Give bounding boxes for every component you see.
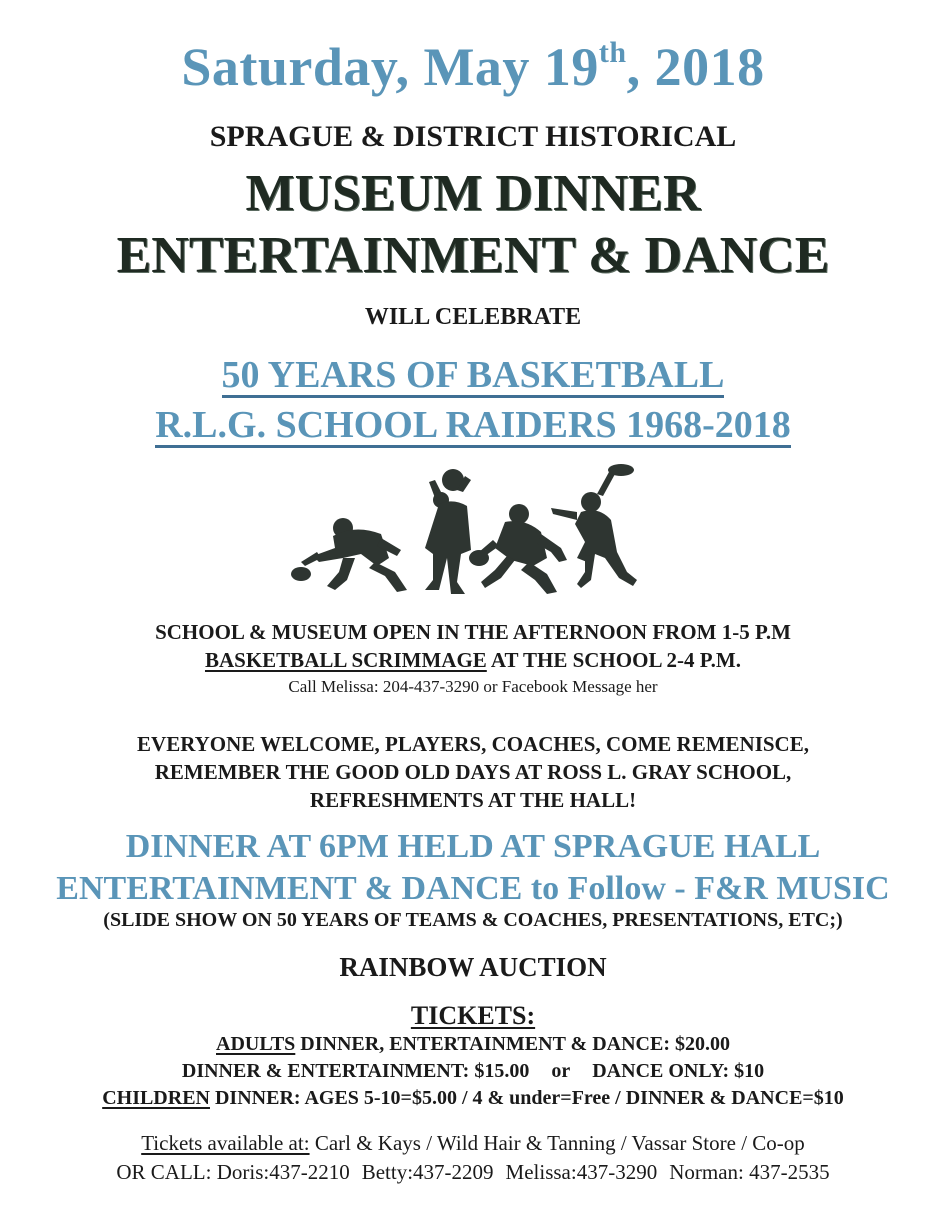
celebration-line-1 bbox=[0, 356, 946, 398]
ticket-contacts bbox=[0, 1162, 946, 1183]
adults-price: DINNER, ENTERTAINMENT & DANCE: $20.00 bbox=[295, 1033, 730, 1055]
or-text: or bbox=[551, 1060, 571, 1082]
player-silhouette-4 bbox=[551, 464, 637, 588]
tickets-heading: TICKETS: bbox=[410, 1001, 536, 1030]
locations-list: Carl & Kays / Wild Hair & Tanning / Vassar Store / Co-op bbox=[309, 1131, 805, 1155]
welcome-line-3: REFRESHMENTS AT THE HALL! bbox=[309, 788, 637, 812]
scrimmage-text bbox=[0, 650, 946, 671]
welcome-line-1: EVERYONE WELCOME, PLAYERS, COACHES, COME REMENISCE, bbox=[137, 732, 809, 756]
adult-tickets bbox=[0, 1034, 946, 1054]
contact-doris: Doris:437-2210 bbox=[216, 1160, 350, 1184]
contact-melissa-text: Call Melissa: 204-437-3290 or Facebook Message her bbox=[288, 677, 658, 696]
date-ordinal: th bbox=[598, 36, 627, 69]
adults-label: ADULTS bbox=[216, 1033, 296, 1055]
children-price: DINNER: AGES 5-10=$5.00 / 4 & under=Free / DINNER & DANCE=$10 bbox=[209, 1087, 844, 1109]
open-hours-text: SCHOOL & MUSEUM OPEN IN THE AFTERNOON FROM 1-5 P.M bbox=[155, 620, 791, 644]
date-year: , 2018 bbox=[626, 37, 765, 97]
entertainment-text: ENTERTAINMENT & DANCE to Follow - F&R MUSIC bbox=[56, 870, 890, 907]
basketball-players-silhouette bbox=[285, 462, 655, 602]
organization-name: SPRAGUE & DISTRICT HISTORICAL bbox=[209, 120, 737, 153]
dance-only-price: DANCE ONLY: $10 bbox=[592, 1060, 765, 1082]
children-label: CHILDREN bbox=[102, 1087, 210, 1109]
slideshow-text: (SLIDE SHOW ON 50 YEARS OF TEAMS & COACHES, PRESENTATIONS, ETC;) bbox=[103, 909, 843, 931]
auction-text: RAINBOW AUCTION bbox=[339, 952, 607, 982]
or-call-label: OR CALL: bbox=[116, 1160, 212, 1184]
player-silhouette-1 bbox=[291, 518, 407, 592]
scrimmage-details: AT THE SCHOOL 2-4 P.M. bbox=[486, 648, 742, 672]
dinner-entertainment-tickets bbox=[0, 1061, 946, 1081]
player-silhouette-2 bbox=[425, 469, 471, 594]
children-tickets bbox=[0, 1088, 946, 1108]
event-title-line-2: ENTERTAINMENT & DANCE bbox=[116, 227, 830, 284]
celebration-line-1-text: 50 YEARS OF BASKETBALL bbox=[221, 354, 725, 396]
availability-label: Tickets available at: bbox=[141, 1131, 310, 1155]
contact-melissa: Melissa:437-3290 bbox=[505, 1160, 658, 1184]
contact-norman: Norman: 437-2535 bbox=[669, 1160, 830, 1184]
ticket-locations bbox=[0, 1133, 946, 1154]
date-text: Saturday, May 19 bbox=[181, 37, 599, 97]
will-celebrate-text: WILL CELEBRATE bbox=[364, 304, 582, 330]
celebration-line-2-text: R.L.G. SCHOOL RAIDERS 1968-2018 bbox=[155, 404, 791, 446]
celebration-line-2 bbox=[0, 406, 946, 448]
contact-betty: Betty:437-2209 bbox=[361, 1160, 494, 1184]
dinner-entertainment-price: DINNER & ENTERTAINMENT: $15.00 bbox=[181, 1060, 530, 1082]
welcome-line-2: REMEMBER THE GOOD OLD DAYS AT ROSS L. GRAY SCHOOL, bbox=[154, 760, 792, 784]
event-title-line-1: MUSEUM DINNER bbox=[245, 165, 701, 222]
scrimmage-label: BASKETBALL SCRIMMAGE bbox=[204, 648, 487, 672]
dinner-text: DINNER AT 6PM HELD AT SPRAGUE HALL bbox=[125, 828, 821, 865]
player-silhouette-3 bbox=[469, 504, 567, 594]
event-date bbox=[0, 36, 946, 97]
